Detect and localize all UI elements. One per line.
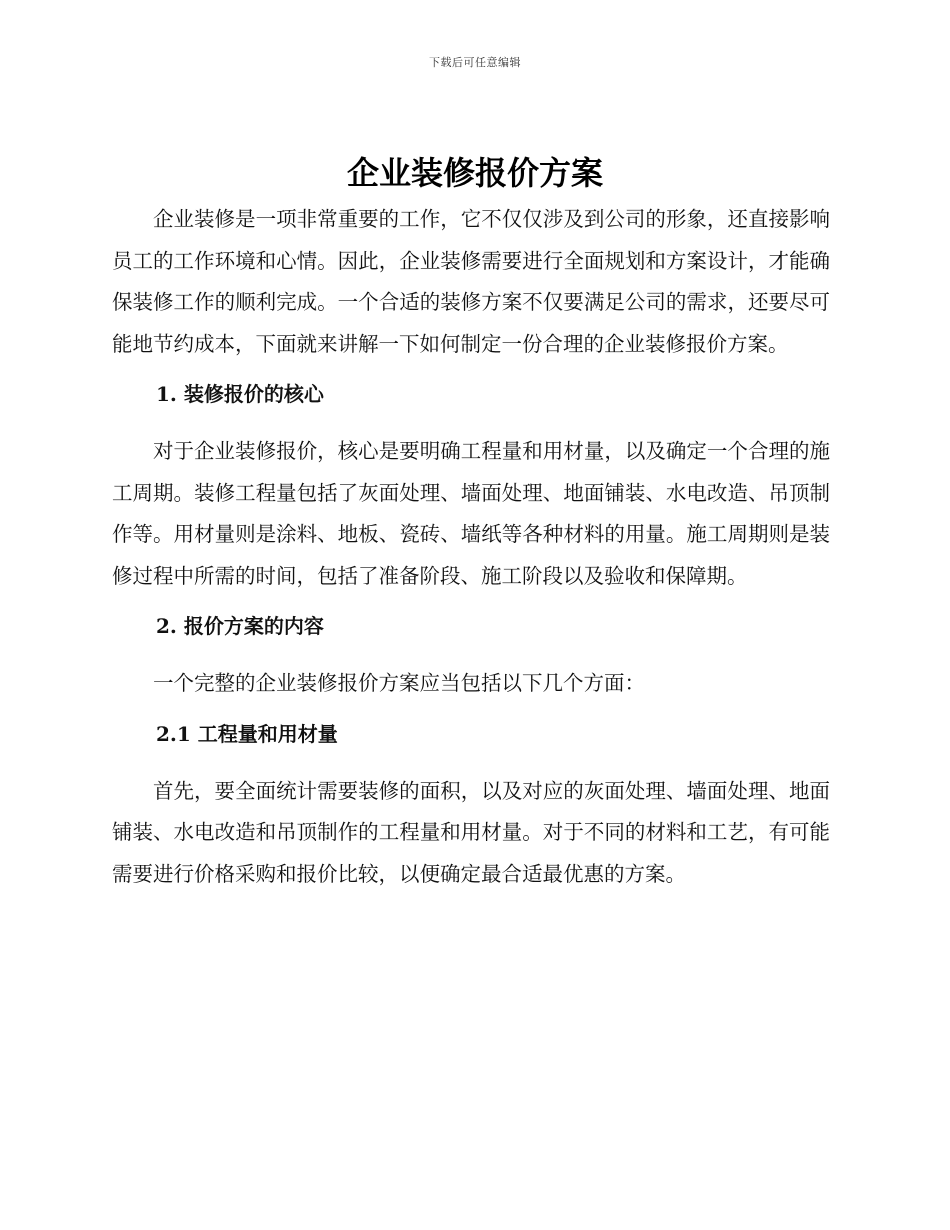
spacer [112, 749, 830, 771]
spacer [112, 409, 830, 431]
page-title: 企业装修报价方案 [346, 154, 603, 192]
section-2-paragraph: 一个完整的企业装修报价方案应当包括以下几个方面： [153, 671, 645, 695]
intro-paragraph: 企业装修是一项非常重要的工作，它不仅仅涉及到公司的形象，还直接影响员工的工作环境和心情。因此，企业装修需要进行全面规划和方案设计，才能确保装修工作的顺利完成。一个合适的装修方案不仅要满足公司的需求，还要尽可能地节约成本，下面就来讲解一下如何制定一份合理的企业装修报价方案。 [112, 207, 830, 356]
spacer [112, 705, 830, 719]
section-heading-2-1: 2.1 工程量和用材量 [156, 721, 338, 746]
spacer [112, 597, 830, 611]
section-heading-1: 1. 装修报价的核心 [156, 382, 324, 406]
header-note: 下载后可任意编辑 [429, 56, 521, 69]
spacer [112, 365, 830, 379]
section-1-paragraph: 对于企业装修报价，核心是要明确工程量和用材量，以及确定一个合理的施工周期。装修工程量包括了灰面处理、墙面处理、地面铺装、水电改造、吊顶制作等。用材量则是涂料、地板、瓷砖、墙纸等各种材料的用量。施工周期则是装修过程中所需的时间，包括了准备阶段、施工阶段以及验收和保障期。 [112, 439, 830, 588]
section-2-1-paragraph: 首先，要全面统计需要装修的面积，以及对应的灰面处理、墙面处理、地面铺装、水电改造和吊顶制作的工程量和用材量。对于不同的材料和工艺，有可能需要进行价格采购和报价比较，以便确定最合适最优惠的方案。 [112, 778, 830, 886]
document-body [112, 199, 830, 895]
spacer [112, 641, 830, 663]
section-heading-2: 2. 报价方案的内容 [156, 614, 324, 638]
